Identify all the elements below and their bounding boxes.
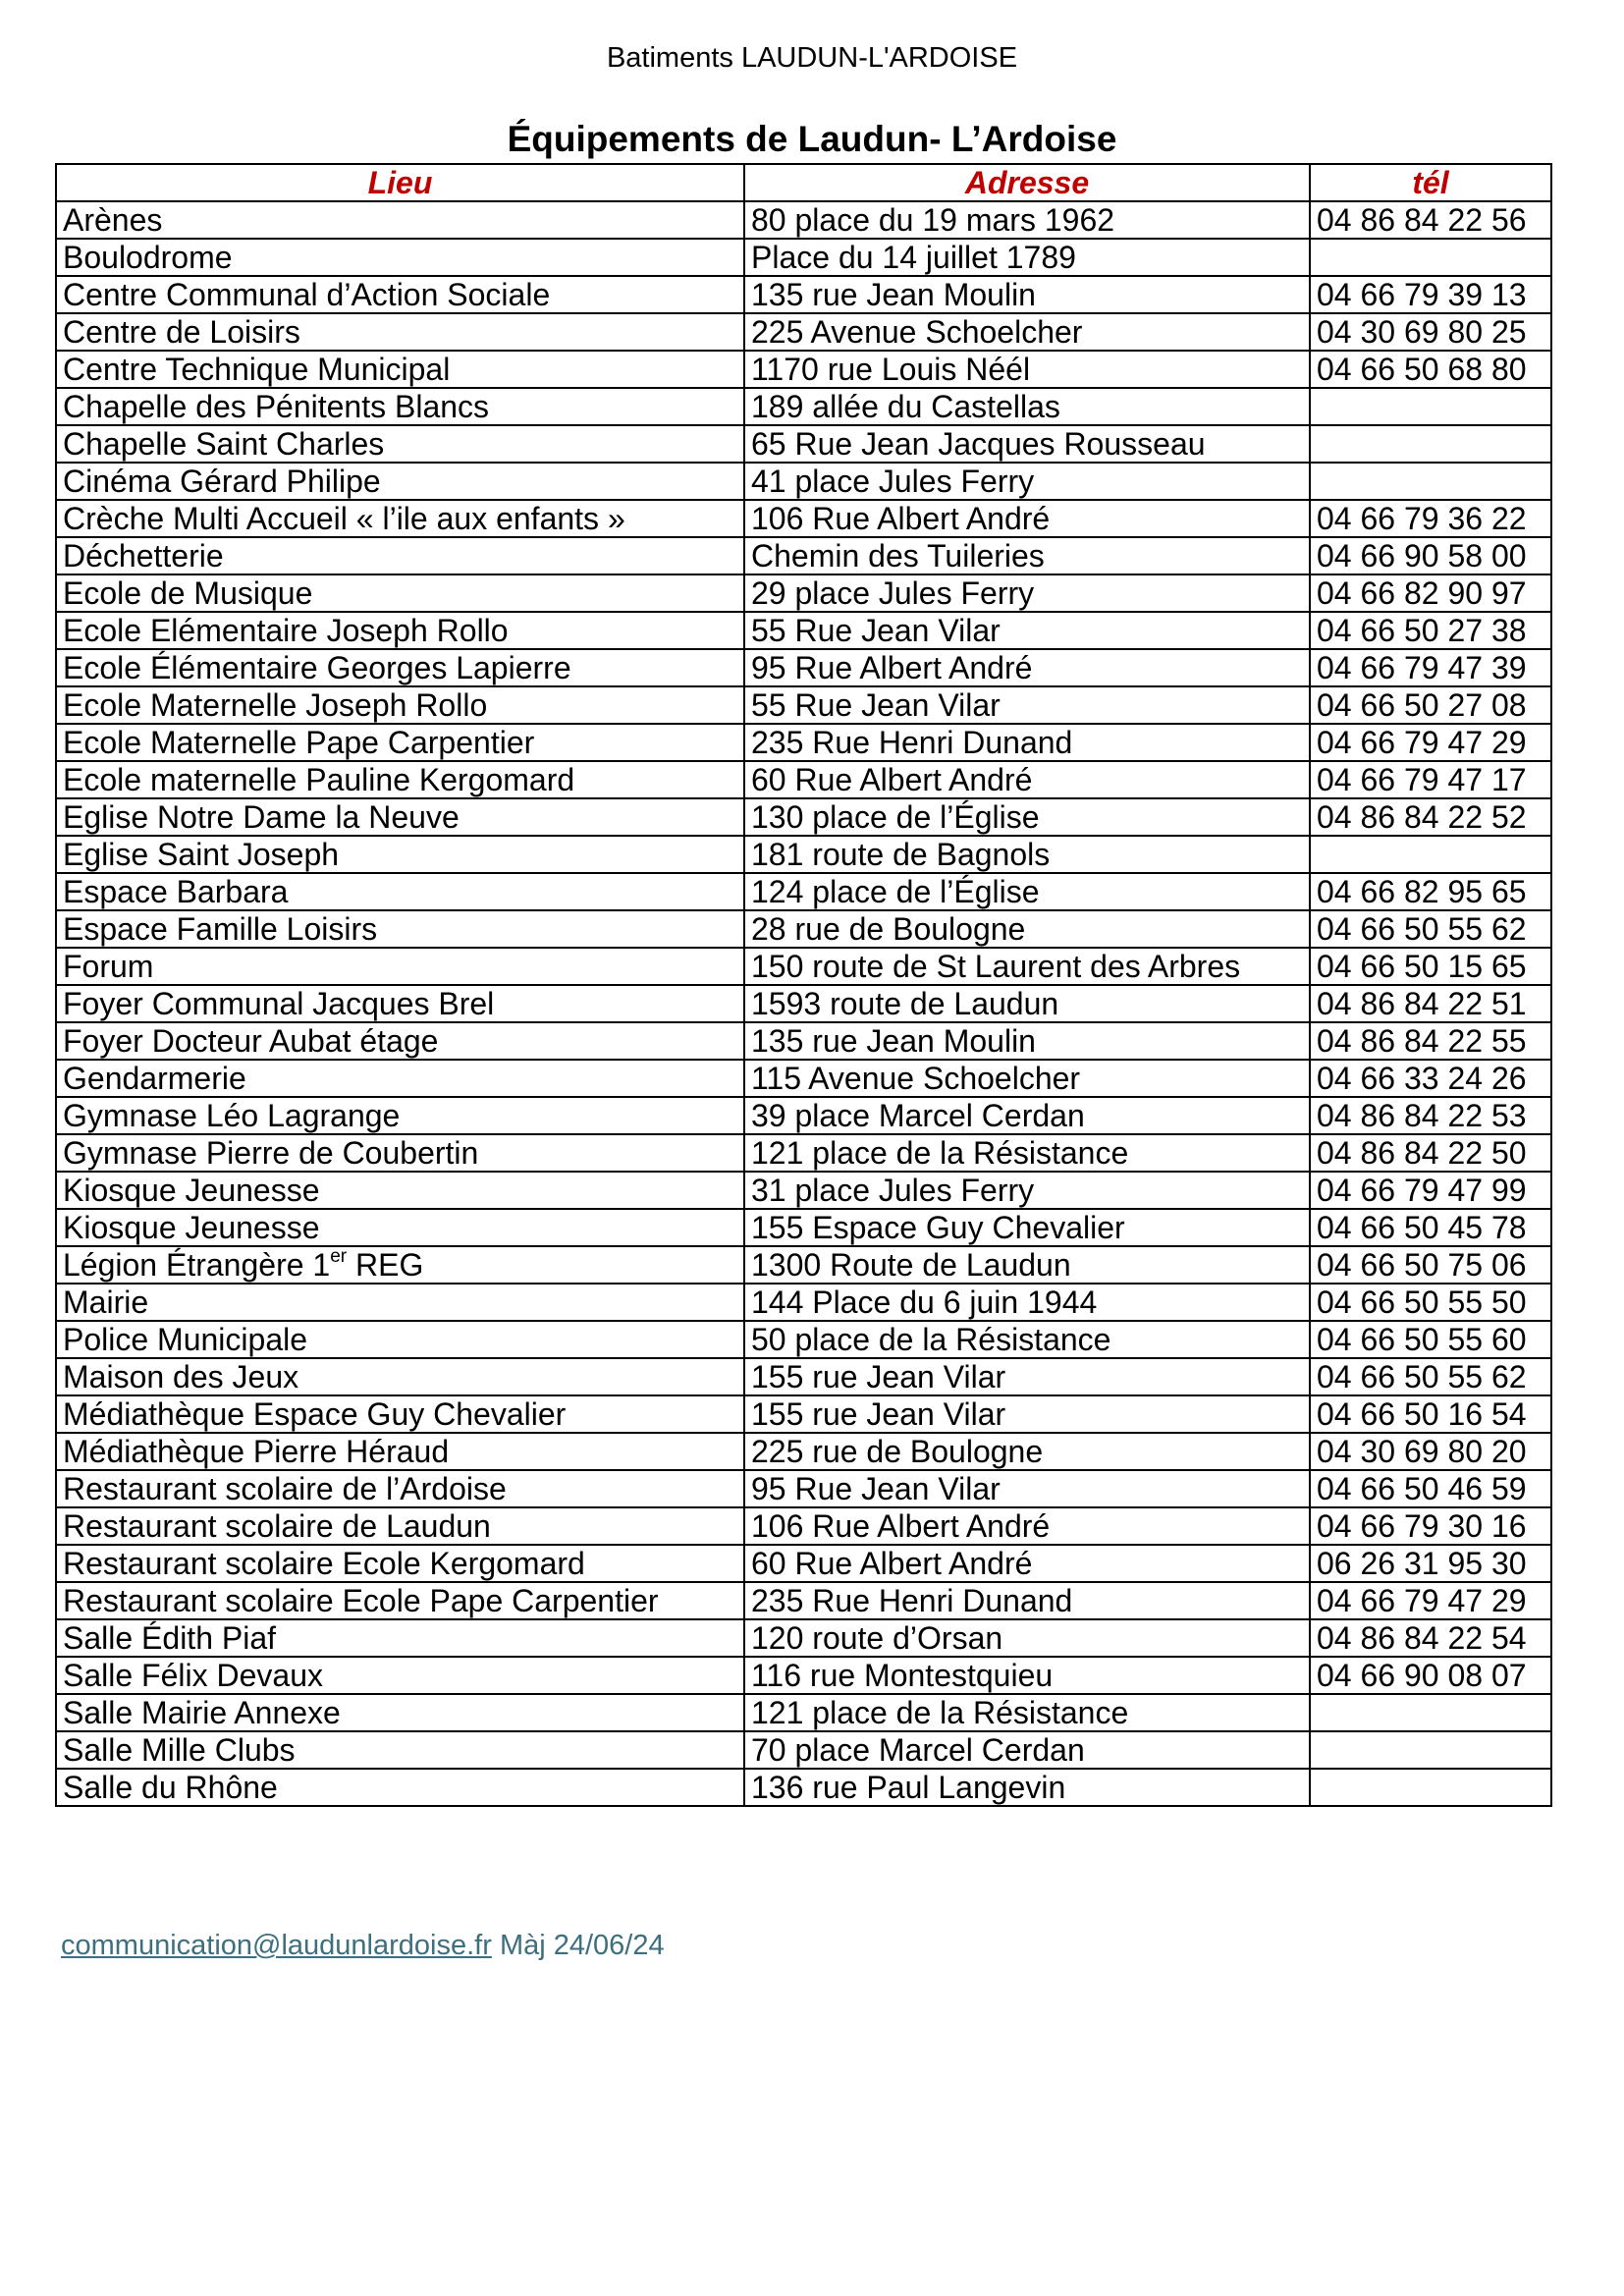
cell-tel: 04 66 50 27 38: [1310, 612, 1551, 649]
cell-lieu: [56, 351, 744, 388]
cell-tel: 04 86 84 22 51: [1310, 985, 1551, 1022]
cell-tel: [1310, 1694, 1551, 1731]
cell-tel: 04 86 84 22 50: [1310, 1134, 1551, 1172]
cell-lieu: [56, 1769, 744, 1806]
lieu-text: Espace Barbara: [63, 874, 289, 909]
lieu-text: Restaurant scolaire Ecole Pape Carpentier: [63, 1583, 659, 1618]
cell-tel: [1310, 239, 1551, 276]
cell-adresse: 189 allée du Castellas: [744, 388, 1310, 425]
cell-tel: 04 66 50 46 59: [1310, 1470, 1551, 1507]
lieu-text: Restaurant scolaire de Laudun: [63, 1508, 491, 1544]
cell-lieu: [56, 761, 744, 798]
lieu-text: Chapelle des Pénitents Blancs: [63, 389, 490, 424]
cell-adresse: 55 Rue Jean Vilar: [744, 686, 1310, 724]
cell-tel: 04 30 69 80 20: [1310, 1433, 1551, 1470]
cell-tel: 06 26 31 95 30: [1310, 1545, 1551, 1582]
cell-tel: 04 66 79 47 99: [1310, 1172, 1551, 1209]
cell-tel: 04 86 84 22 53: [1310, 1097, 1551, 1134]
cell-adresse: 150 route de St Laurent des Arbres: [744, 948, 1310, 985]
cell-lieu: [56, 1657, 744, 1694]
table-header-row: [56, 164, 1551, 201]
cell-adresse: 124 place de l’Église: [744, 873, 1310, 910]
cell-adresse: 121 place de la Résistance: [744, 1694, 1310, 1731]
cell-tel: 04 66 90 08 07: [1310, 1657, 1551, 1694]
table-row: [56, 1657, 1551, 1694]
lieu-text: Eglise Saint Joseph: [63, 837, 340, 872]
lieu-text: Ecole Elémentaire Joseph Rollo: [63, 613, 509, 648]
cell-adresse: 39 place Marcel Cerdan: [744, 1097, 1310, 1134]
cell-lieu: [56, 1172, 744, 1209]
cell-adresse: Place du 14 juillet 1789: [744, 239, 1310, 276]
lieu-text: Restaurant scolaire Ecole Kergomard: [63, 1546, 585, 1581]
cell-adresse: 70 place Marcel Cerdan: [744, 1731, 1310, 1769]
cell-tel: 04 66 33 24 26: [1310, 1060, 1551, 1097]
cell-adresse: 1170 rue Louis Néél: [744, 351, 1310, 388]
cell-tel: [1310, 836, 1551, 873]
lieu-text: Centre de Loisirs: [63, 314, 300, 350]
cell-lieu: [56, 985, 744, 1022]
table-row: [56, 1769, 1551, 1806]
cell-tel: 04 86 84 22 55: [1310, 1022, 1551, 1060]
cell-tel: 04 66 50 55 62: [1310, 1358, 1551, 1395]
cell-lieu: [56, 686, 744, 724]
cell-tel: 04 66 50 75 06: [1310, 1246, 1551, 1284]
lieu-text: Gymnase Léo Lagrange: [63, 1098, 401, 1133]
cell-tel: 04 66 50 55 50: [1310, 1284, 1551, 1321]
lieu-text: Police Municipale: [63, 1322, 308, 1357]
cell-tel: 04 66 79 47 29: [1310, 1582, 1551, 1619]
lieu-text: Chapelle Saint Charles: [63, 426, 385, 462]
cell-adresse: 136 rue Paul Langevin: [744, 1769, 1310, 1806]
cell-adresse: 225 Avenue Schoelcher: [744, 313, 1310, 351]
cell-lieu: [56, 574, 744, 612]
table-row: [56, 201, 1551, 239]
lieu-text: Eglise Notre Dame la Neuve: [63, 799, 460, 835]
cell-tel: 04 86 84 22 56: [1310, 201, 1551, 239]
cell-tel: [1310, 1769, 1551, 1806]
lieu-text: Médiathèque Pierre Héraud: [63, 1434, 450, 1469]
lieu-text: Médiathèque Espace Guy Chevalier: [63, 1396, 567, 1432]
cell-lieu: [56, 724, 744, 761]
lieu-text: Salle Mairie Annexe: [63, 1695, 341, 1730]
table-row: [56, 1507, 1551, 1545]
cell-tel: 04 66 50 55 62: [1310, 910, 1551, 948]
table-row: [56, 1545, 1551, 1582]
lieu-text: Boulodrome: [63, 240, 233, 275]
cell-lieu: [56, 1134, 744, 1172]
cell-adresse: 144 Place du 6 juin 1944: [744, 1284, 1310, 1321]
cell-adresse: 135 rue Jean Moulin: [744, 1022, 1310, 1060]
table-row: [56, 574, 1551, 612]
cell-tel: 04 66 79 30 16: [1310, 1507, 1551, 1545]
table-row: [56, 724, 1551, 761]
table-row: [56, 388, 1551, 425]
cell-tel: 04 66 90 58 00: [1310, 537, 1551, 574]
page-header: Batiments LAUDUN-L'ARDOISE: [606, 42, 1018, 74]
cell-tel: [1310, 463, 1551, 500]
cell-lieu: [56, 1507, 744, 1545]
cell-adresse: 60 Rue Albert André: [744, 1545, 1310, 1582]
cell-adresse: 155 rue Jean Vilar: [744, 1395, 1310, 1433]
cell-tel: 04 66 50 16 54: [1310, 1395, 1551, 1433]
cell-lieu: [56, 1619, 744, 1657]
lieu-text: Arènes: [63, 202, 163, 238]
cell-tel: 04 66 82 90 97: [1310, 574, 1551, 612]
table-row: [56, 1395, 1551, 1433]
cell-lieu: [56, 239, 744, 276]
table-row: [56, 686, 1551, 724]
cell-tel: 04 66 50 27 08: [1310, 686, 1551, 724]
lieu-text: Ecole Élémentaire Georges Lapierre: [63, 650, 571, 685]
cell-adresse: 1593 route de Laudun: [744, 985, 1310, 1022]
cell-adresse: 135 rue Jean Moulin: [744, 276, 1310, 313]
cell-lieu: [56, 1433, 744, 1470]
lieu-text: Ecole Maternelle Joseph Rollo: [63, 687, 488, 723]
cell-adresse: 95 Rue Albert André: [744, 649, 1310, 686]
cell-lieu: [56, 612, 744, 649]
lieu-text: Salle Mille Clubs: [63, 1732, 296, 1768]
cell-tel: [1310, 388, 1551, 425]
lieu-text: Salle Félix Devaux: [63, 1658, 323, 1693]
table-row: [56, 1470, 1551, 1507]
cell-adresse: 155 Espace Guy Chevalier: [744, 1209, 1310, 1246]
cell-lieu: [56, 1097, 744, 1134]
lieu-suffix: REG: [347, 1247, 424, 1283]
lieu-text: Forum: [63, 949, 154, 984]
lieu-text: Ecole de Musique: [63, 575, 313, 611]
cell-lieu: [56, 873, 744, 910]
table-row: [56, 873, 1551, 910]
cell-adresse: 116 rue Montestquieu: [744, 1657, 1310, 1694]
table-row: [56, 1731, 1551, 1769]
table-row: [56, 1619, 1551, 1657]
cell-lieu: [56, 1582, 744, 1619]
cell-lieu: [56, 313, 744, 351]
cell-adresse: Chemin des Tuileries: [744, 537, 1310, 574]
table-row: [56, 1246, 1551, 1284]
lieu-text: Maison des Jeux: [63, 1359, 299, 1394]
cell-lieu: [56, 836, 744, 873]
table-row: [56, 985, 1551, 1022]
cell-tel: 04 66 82 95 65: [1310, 873, 1551, 910]
lieu-text: Mairie: [63, 1285, 149, 1320]
cell-adresse: 41 place Jules Ferry: [744, 463, 1310, 500]
document-title: Équipements de Laudun- L’Ardoise: [507, 119, 1117, 159]
table-body: [56, 201, 1551, 1806]
footer: [61, 1928, 665, 1963]
table-row: [56, 761, 1551, 798]
cell-adresse: 28 rue de Boulogne: [744, 910, 1310, 948]
cell-lieu: [56, 1470, 744, 1507]
lieu-text: Foyer Communal Jacques Brel: [63, 986, 495, 1021]
lieu-text: Gendarmerie: [63, 1061, 246, 1096]
cell-lieu: [56, 1694, 744, 1731]
lieu-text: Restaurant scolaire de l’Ardoise: [63, 1471, 507, 1506]
cell-adresse: 120 route d’Orsan: [744, 1619, 1310, 1657]
cell-tel: [1310, 425, 1551, 463]
cell-adresse: 50 place de la Résistance: [744, 1321, 1310, 1358]
cell-tel: 04 66 50 68 80: [1310, 351, 1551, 388]
table-row: [56, 1284, 1551, 1321]
cell-adresse: 115 Avenue Schoelcher: [744, 1060, 1310, 1097]
cell-tel: 04 86 84 22 54: [1310, 1619, 1551, 1657]
cell-lieu: [56, 910, 744, 948]
table-row: [56, 1134, 1551, 1172]
table-row: [56, 1582, 1551, 1619]
cell-lieu: [56, 1060, 744, 1097]
cell-adresse: 80 place du 19 mars 1962: [744, 201, 1310, 239]
cell-tel: 04 66 79 47 39: [1310, 649, 1551, 686]
cell-adresse: 235 Rue Henri Dunand: [744, 724, 1310, 761]
table-row: [56, 649, 1551, 686]
table-row: [56, 239, 1551, 276]
cell-tel: 04 30 69 80 25: [1310, 313, 1551, 351]
cell-tel: 04 66 79 47 29: [1310, 724, 1551, 761]
lieu-text: Ecole maternelle Pauline Kergomard: [63, 762, 575, 797]
table-row: [56, 1321, 1551, 1358]
cell-lieu: [56, 537, 744, 574]
table-row: [56, 463, 1551, 500]
cell-lieu: [56, 1321, 744, 1358]
cell-tel: 04 66 79 47 17: [1310, 761, 1551, 798]
contact-email-link[interactable]: communication@laudunlardoise.fr: [61, 1930, 492, 1961]
cell-tel: [1310, 1731, 1551, 1769]
table-row: [56, 1097, 1551, 1134]
cell-adresse: 95 Rue Jean Vilar: [744, 1470, 1310, 1507]
table-row: [56, 1172, 1551, 1209]
cell-lieu: [56, 1022, 744, 1060]
cell-lieu: [56, 649, 744, 686]
cell-adresse: 225 rue de Boulogne: [744, 1433, 1310, 1470]
table-row: [56, 1209, 1551, 1246]
cell-lieu: [56, 798, 744, 836]
cell-adresse: 65 Rue Jean Jacques Rousseau: [744, 425, 1310, 463]
table-row: [56, 1358, 1551, 1395]
lieu-text: Ecole Maternelle Pape Carpentier: [63, 725, 535, 760]
lieu-text: Salle du Rhône: [63, 1770, 278, 1805]
column-header-lieu: Lieu: [56, 164, 744, 201]
cell-adresse: 29 place Jules Ferry: [744, 574, 1310, 612]
cell-adresse: 181 route de Bagnols: [744, 836, 1310, 873]
lieu-text: Légion Étrangère 1: [63, 1247, 331, 1283]
table-row: [56, 798, 1551, 836]
table-row: [56, 1694, 1551, 1731]
table-row: [56, 612, 1551, 649]
table-row: [56, 1022, 1551, 1060]
cell-adresse: 60 Rue Albert André: [744, 761, 1310, 798]
lieu-text: Kiosque Jeunesse: [63, 1173, 320, 1208]
cell-lieu: [56, 948, 744, 985]
table-row: [56, 351, 1551, 388]
table-row: [56, 948, 1551, 985]
cell-tel: 04 66 79 39 13: [1310, 276, 1551, 313]
table-row: [56, 276, 1551, 313]
equipment-table: [55, 163, 1552, 1807]
cell-adresse: 55 Rue Jean Vilar: [744, 612, 1310, 649]
cell-adresse: 1300 Route de Laudun: [744, 1246, 1310, 1284]
lieu-text: Cinéma Gérard Philipe: [63, 464, 381, 499]
column-header-tel: tél: [1310, 164, 1551, 201]
lieu-text: Centre Technique Municipal: [63, 352, 451, 387]
cell-lieu: [56, 1358, 744, 1395]
cell-lieu: [56, 1545, 744, 1582]
cell-tel: 04 66 79 36 22: [1310, 500, 1551, 537]
table-row: [56, 313, 1551, 351]
lieu-text: Déchetterie: [63, 538, 224, 574]
lieu-text: Kiosque Jeunesse: [63, 1210, 320, 1245]
lieu-text: Crèche Multi Accueil « l’ile aux enfants »: [63, 501, 625, 536]
cell-adresse: 155 rue Jean Vilar: [744, 1358, 1310, 1395]
cell-tel: 04 66 50 45 78: [1310, 1209, 1551, 1246]
cell-lieu: [56, 276, 744, 313]
cell-lieu: [56, 1284, 744, 1321]
lieu-superscript: er: [330, 1246, 348, 1267]
cell-adresse: 235 Rue Henri Dunand: [744, 1582, 1310, 1619]
cell-lieu: [56, 201, 744, 239]
cell-tel: 04 66 50 55 60: [1310, 1321, 1551, 1358]
cell-tel: 04 86 84 22 52: [1310, 798, 1551, 836]
cell-lieu: [56, 500, 744, 537]
column-header-adresse: Adresse: [744, 164, 1310, 201]
cell-lieu: [56, 425, 744, 463]
table-row: [56, 910, 1551, 948]
cell-adresse: 121 place de la Résistance: [744, 1134, 1310, 1172]
lieu-text: Salle Édith Piaf: [63, 1620, 277, 1656]
cell-tel: 04 66 50 15 65: [1310, 948, 1551, 985]
cell-lieu: [56, 1209, 744, 1246]
cell-adresse: 130 place de l’Église: [744, 798, 1310, 836]
table-row: [56, 1060, 1551, 1097]
table-row: [56, 1433, 1551, 1470]
lieu-text: Foyer Docteur Aubat étage: [63, 1023, 439, 1059]
cell-adresse: 106 Rue Albert André: [744, 1507, 1310, 1545]
cell-lieu: [56, 1395, 744, 1433]
cell-lieu: [56, 388, 744, 425]
lieu-text: Gymnase Pierre de Coubertin: [63, 1135, 479, 1171]
cell-lieu: [56, 1731, 744, 1769]
table-row: [56, 500, 1551, 537]
cell-lieu: [56, 1246, 744, 1284]
table-row: [56, 537, 1551, 574]
table-row: [56, 836, 1551, 873]
lieu-text: Espace Famille Loisirs: [63, 911, 378, 947]
cell-adresse: 31 place Jules Ferry: [744, 1172, 1310, 1209]
lieu-text: Centre Communal d’Action Sociale: [63, 277, 551, 312]
table-row: [56, 425, 1551, 463]
update-date: Màj 24/06/24: [491, 1930, 665, 1961]
cell-adresse: 106 Rue Albert André: [744, 500, 1310, 537]
cell-lieu: [56, 463, 744, 500]
